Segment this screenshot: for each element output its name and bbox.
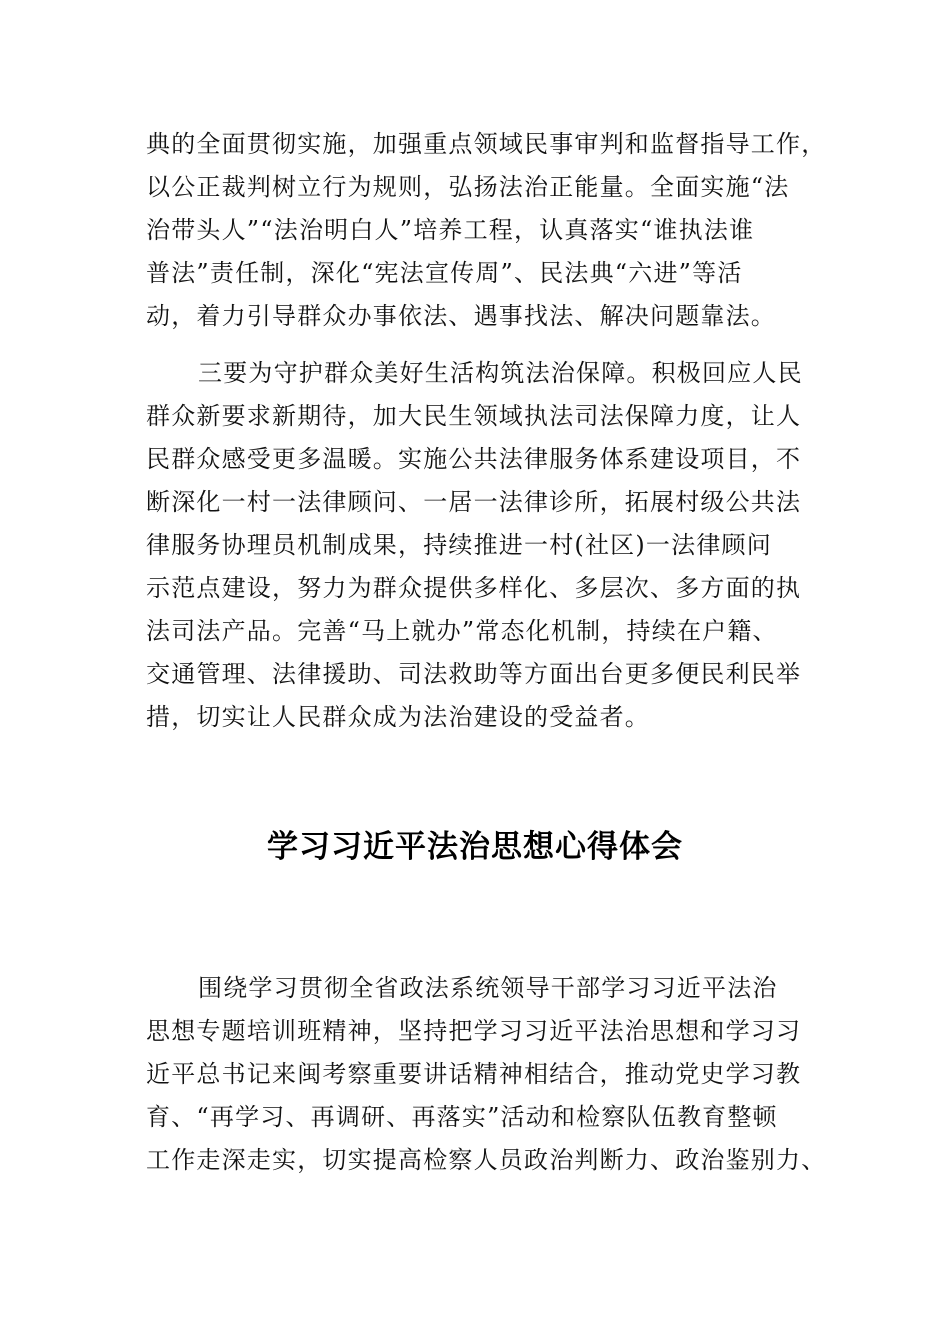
body-paragraph-2: [146, 352, 826, 739]
text-line: 工作走深走实，切实提高检察人员政治判断力、政治鉴别力、: [146, 1146, 827, 1174]
text-line: 示范点建设，努力为群众提供多样化、多层次、多方面的执: [146, 574, 802, 602]
body-paragraph-3: [146, 967, 826, 1182]
text-line: 典的全面贯彻实施，加强重点领域民事审判和监督指导工作，: [146, 130, 827, 158]
body-paragraph-1: [146, 123, 826, 338]
text-line: 法司法产品。完善“马上就办”常态化机制，持续在户籍、: [146, 617, 778, 645]
text-line: 围绕学习贯彻全省政法系统领导干部学习习近平法治: [198, 974, 778, 1002]
text-line: 群众新要求新期待，加大民生领域执法司法保障力度，让人: [146, 402, 802, 430]
text-line: 断深化一村一法律顾问、一居一法律诊所，拓展村级公共法: [146, 488, 802, 516]
text-line: 思想专题培训班精神，坚持把学习习近平法治思想和学习习: [146, 1017, 802, 1045]
text-line: 治带头人”“法治明白人”培养工程，认真落实“谁执法谁: [146, 216, 755, 244]
text-line: 民群众感受更多温暖。实施公共法律服务体系建设项目，不: [146, 445, 802, 473]
text-line: 措，切实让人民群众成为法治建设的受益者。: [146, 703, 650, 731]
text-line: 三要为守护群众美好生活构筑法治保障。积极回应人民: [198, 359, 803, 387]
text-line: 以公正裁判树立行为规则，弘扬法治正能量。全面实施“法: [146, 173, 790, 201]
text-line: 育、“再学习、再调研、再落实”活动和检察队伍教育整顿: [146, 1103, 778, 1131]
section-title: 学习习近平法治思想心得体会: [267, 829, 683, 865]
text-line: 动，着力引导群众办事依法、遇事找法、解决问题靠法。: [146, 302, 776, 330]
text-line: 近平总书记来闽考察重要讲话精神相结合，推动党史学习教: [146, 1060, 802, 1088]
text-line: 交通管理、法律援助、司法救助等方面出台更多便民利民举: [146, 660, 802, 688]
text-line: 律服务协理员机制成果，持续推进一村(社区)一法律顾问: [146, 531, 772, 559]
text-line: 普法”责任制，深化“宪法宣传周”、民法典“六进”等活: [146, 259, 743, 287]
